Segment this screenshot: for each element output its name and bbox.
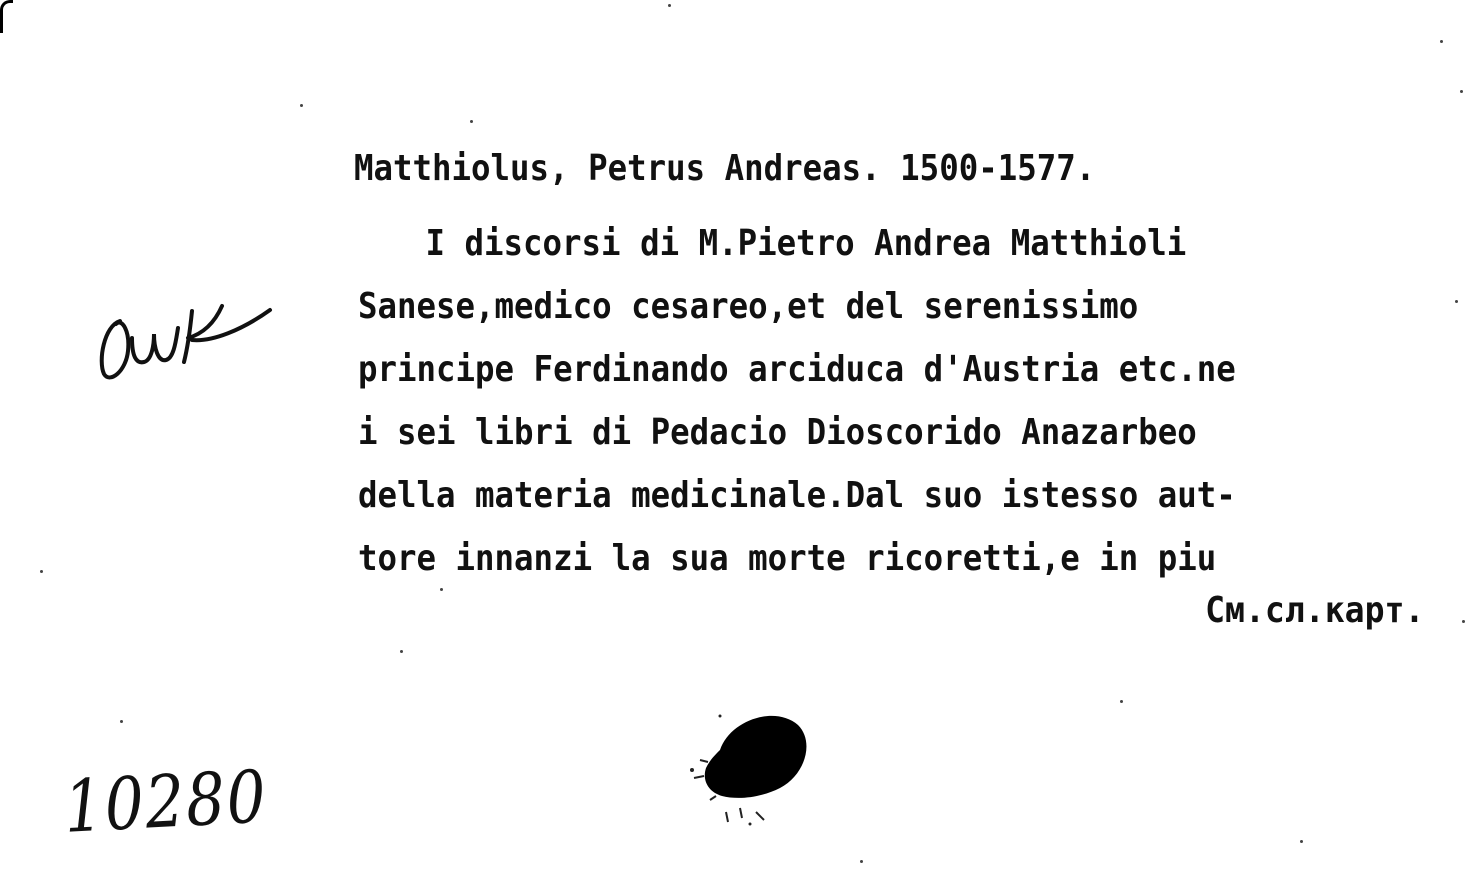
title-block	[358, 212, 1468, 590]
scan-speck	[1120, 700, 1123, 703]
scan-speck	[400, 650, 403, 653]
see-next-card-note: См.сл.карт.	[1204, 590, 1424, 631]
scan-speck	[120, 720, 123, 723]
ink-blot-shape	[680, 700, 820, 830]
handwritten-shelf-code-drawing	[92, 266, 292, 396]
title-line: principe Ferdinando arciduca d'Austria etc.ne	[358, 349, 1236, 390]
handwritten-shelf-code	[92, 266, 292, 396]
title-line: della materia medicinale.Dal suo istesso aut-	[358, 475, 1236, 516]
scan-speck	[1300, 840, 1303, 843]
title-line: tore innanzi la sua morte ricoretti,e in piu	[358, 538, 1217, 579]
scan-speck	[860, 860, 863, 863]
scan-speck	[1440, 40, 1443, 43]
title-line: I discorsi di M.Pietro Andrea Matthioli	[425, 223, 1187, 264]
title-line: i sei libri di Pedacio Dioscorido Anazarbeo	[358, 412, 1197, 453]
author-heading: Matthiolus, Petrus Andreas. 1500-1577.	[354, 148, 1096, 189]
scan-speck	[40, 570, 43, 573]
scan-speck	[470, 120, 473, 123]
card-corner-edge	[0, 0, 13, 33]
handwritten-accession-number: 10280	[62, 754, 270, 849]
scan-speck	[300, 104, 303, 107]
ink-blot	[680, 700, 820, 830]
title-line: Sanese,medico cesareo,et del serenissimo	[358, 286, 1139, 327]
scan-speck	[1460, 90, 1463, 93]
scan-speck	[1462, 620, 1465, 623]
scan-speck	[668, 4, 671, 7]
